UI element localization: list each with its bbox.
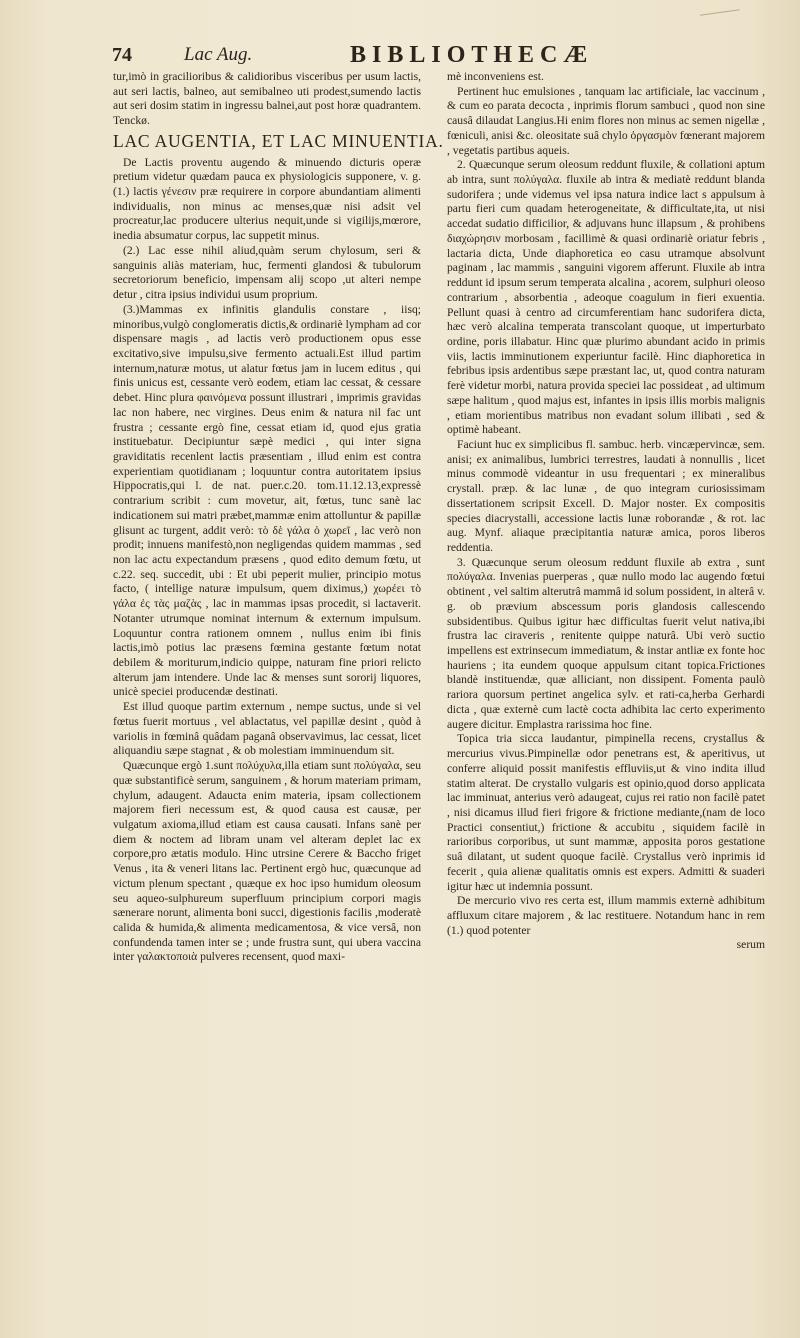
paragraph: mè inconveniens est. (447, 70, 544, 83)
paragraph: (3.)Mammas ex infinitis glandulis constare , iisq; minoribus,vulgò conglomeratis dictis,& ordinariè lympham ad cor dispensare magis , ad lactis verò productionem opus esse excitativo,sive impulsu,sive fermento actuali.Est illud partim internum,naturæ motus, ut alatur fœtus jam in lucem editus , qui finis unicus est, cessante verò eodem, etiam lac cessat, & cessare debet. Hinc plura φαινόμενα possunt illustrari , imprimis gravidas lac non habere, nec virgines. Deus enim & natura nil fac unt frustra ; cessante ergò fine, cessat etiam id, quod ejus gratia instituebatur. Decipiuntur sæpè medici , qui inter signa graviditatis recenlent lactis præsentiam , illud enim est contra experientiam quotidianam ; loquuntur contra autoritatem ipsius Hippocratis,qui l. de nat. puer.c.20. tom.11.12.13,expressè contrarium scribit : cum movetur, ait, fœtus, tunc sanè lac indicationem sui matri præbet,mammæ enim attolluntur & papillæ glisunt ac turgent, addit verò: τὸ δὲ γάλα ὁ χωρεῖ , lac verò non prodit; innuens manifestò,non negligendas quidem mammas , sed non lac actu expectandum præsens , quod edito demum fœtu, ut c.22. seq. succedit, ubi : Et ubi peperit mulier, principio motus facto, ( intellige naturæ impulsum, quem diximus,) χωρέει τὸ γάλα ἐς τὰς μαζὰς , lac in mammas ipsas procedit, si lactaverit. Notanter utrumque nominat internum & externum impulsum. Loquuntur contra rationem omnem , nullus enim ibi finis lactis,imò potius lac præsens fœmina gestante fœtum notat debilem & moriturum,indicio quippe, naturam fine priori relicto alterum jam intendere. Unde lac & menses sunt sororij liquores, unicè speciei producendæ destinati. (113, 302, 421, 699)
page-edge-mark (700, 9, 740, 19)
paragraph: Quæcunque ergò 1.sunt πολύχυλα,illa etiam sunt πολύγαλα, seu quæ substantificè serum, sanguinem , & horum materiam primam, chylum, adaugent. Adaucta enim materia, ipsam collectionem majorem fieri necessum est, & quod causa est causæ, per vulgatum axioma,illud etiam est causa causati. Infans sanè per diem & noctem ad libram unam vel alteram deplet lac ex corpore,pro ætatis modulo. Hinc utrsine Cerere & Baccho friget Venus , ita & veneri litans lac. Pertinent ergò huc, quæcunque ad victum plenum spectant , quæque ex hoc ipso humidum oleosum seu aqueo-sulphureum superfluum principium corpori magis sænerare norunt, alimenta boni succi, digestionis facilis ,moderatè calida & humida,& alimenta medicamentosa, & vice versâ, non confundenda tamen inter se ; unde frustra sunt, qui ubera vaccina inter γαλακτοποιὰ pulveres recensent, quod maxi- (113, 759, 421, 964)
left-column (113, 70, 444, 965)
section-heading: LAC AUGENTIA, ET LAC MINUENTIA. (113, 130, 444, 151)
paragraph: De Lactis proventu augendo & minuendo dicturis operæ pretium videtur quædam pauca ex physiologicis supponere, v. g. (1.) lactis γένεσιν præ requirere in corpore abundantiam alimenti individualis, non minus ac menses,quæ nisi adsit vel procreatur,lac producere ulterius nequit,unde si vigilijs,mœrore, inedia absumatur corpus, lac suppetit minus. (113, 155, 421, 243)
paragraph: 3. Quæcunque serum oleosum reddunt fluxile ab extra , sunt πολύγαλα. Invenias puerperas , quæ nullo modo lac augendo fœtui obtinent , vel saltim alterutrâ mammâ id solum possident, in alterâ v. g. ob prævium abscessum poris glandosis callescendo subsidentibus. Quibus igitur hæc difficultas fuerit velut nativa,ibi frustra lac ciraveris , renitente quippe naturâ. Ubi verò suctio impellens est extrinsecum immediatum, & instar antliæ ex fonte hoc hauriens ; ita eundem quoque appulsum citant topica.Frictiones blandè instituendæ, quæ alliciant, non dissipent. Fomenta paulò rariora quorsum pertinet angelica sylv. et rati-ca,herba Gerhardi dicta , quæ externè cum lactè cocta adhibita lac certo experimento augere dicitur. Emplastra rarissima hoc fine. (447, 555, 766, 731)
running-title: BIBLIOTHECÆ (350, 42, 594, 68)
paragraph: (2.) Lac esse nihil aliud,quàm serum chylosum, seri & sanguinis aliàs materiam, huc, fermenti glandosi & tubulorum secretoriorum beneficio, impensam alij scopo ,ut alteri nempe detur , citra ipsius individui usum proprium. (113, 243, 421, 302)
catchword: serum (736, 938, 765, 952)
paragraph: Pertinent huc emulsiones , tanquam lac artificiale, lac vaccinum , & cum eo parata decocta , inprimis florum sambuci , quod non sine causâ dilaudat Langius.Hi enim flores non minus ac semen nigellæ , fœniculi, anisi &c. oleositate suâ chylo ὀργασμὸν fœnerant majorem , vegetatis partibus aqueis. (447, 84, 766, 157)
running-head: Lac Aug. (184, 44, 253, 65)
page-number: 74 (112, 44, 132, 66)
paragraph: Est illud quoque partim externum , nempe suctus, unde si vel fœtus fuerit mortuus , vel ablactatus, vel papillæ desint , quòd à variolis in fœminâ quâdam paganâ observavimus, lac cessat, licet aliquandiu sæpe stagnat , & ob molestiam imminuendum sit. (113, 700, 421, 758)
right-column (447, 70, 765, 953)
paragraph: De mercurio vivo res certa est, illum mammis externè adhibitum affluxum citare majorem , & lac restituere. Notandum hanc in rem (1.) quod potenter (447, 894, 765, 937)
paragraph: tur,imò in gracilioribus & calidioribus visceribus per usum lactis, aut seri lactis, balneo, aut semibalneo uti prodest,sumendo lactis aut seri dosim statim in ingressu balnei,aut post horæ quadrantem. Tenckø. (113, 70, 421, 128)
paragraph: Faciunt huc ex simplicibus fl. sambuc. herb. vincæpervincæ, sem. anisi; ex animalibus, lumbrici terrestres, laudati à nonnullis , licet minus commodè videantur in usu frequentari ; ex mineralibus crystall. præp. & lac lunæ , de quo integram curiosissimam dissertationem scripsit Excell. D. Major noster. Ex compositis species diacrystalli, accessione lactis lunæ roborandæ , & rot. lac aug. Mynf. aliaque præcipitantia naturæ amica, poros liberos reddentia. (447, 437, 765, 554)
page-header (112, 42, 752, 68)
paragraph: Topica tria sicca laudantur, pimpinella recens, crystallus & mercurius vivus.Pimpinellæ odor penetrans est, & aperitivus, ut conferre aliquid possit manifestis effluviis,ut & vino indita illud statim alterat. De crystallo vulgaris est opinio,quod dorso applicata lac imminuat, anterius verò adaugeat, cujus rei ratio non facilè patet , nisi dicamus illud fieri frigore & frictione mediante,(nam de loco Practici consentiut,) frictione & accubitu , siquidem facilè in rarioribus corporibus, ut sunt mammæ, apposita poros gestatione suâ dilatant, ut sudent quoque facilè. Crystallus verò inprimis id fecerit , quia alienæ qualitatis omnis est expers. Admitti & suaderi igitur hæc ut indemnia possunt. (447, 732, 765, 893)
paragraph: 2. Quæcunque serum oleosum reddunt fluxile, & collationi aptum ab intra, sunt πολύγαλα. fluxile ab intra & mediatè reddunt blanda sudorifera ; unde videmus vel ipsa natura indice lact s appulsum à partu fieri cum quadam heterogeneitate, & difficultate,ita, ut nisi accedat sudatio difficilior, & adjuvans hunc illapsum , & prohibens διαχώρησιν morbosam , facillimè & quasi ordinariè oriatur febris , lactaria dicta, Unde diaphoretica eo casu utramque absolvunt paginam , lac mammis , sanguini vigorem afferunt. Fluxile ab intra reddunt id ipsum serum temperata alcalina , acorem, sulphuri oleoso contrarium , absorbentia , adeoque coagulum in fieri exuentia. Pellunt quasi à centro ad circumferentiam hanc sudorifera dicta, hæc verò alcalina temperata transcolant quoque, ut imperturbato ordine, poris illabatur. Hinc quæ plurimo abundant acido in primis viis, lactis imminutionem experiuntur facilè. Hinc diaphoretica in febribus ipsis ardentibus sæpe præstant lac, ut, quod contra naturam ferè videtur morbi, natura provida speciei lac possideat , ad ultimum sæpe halitum , quod majus est, infantes in ipsis illis morbis malignis , etiam morientibus matribus non evadant solum illibati , sed & optimè habeant. (447, 158, 765, 437)
